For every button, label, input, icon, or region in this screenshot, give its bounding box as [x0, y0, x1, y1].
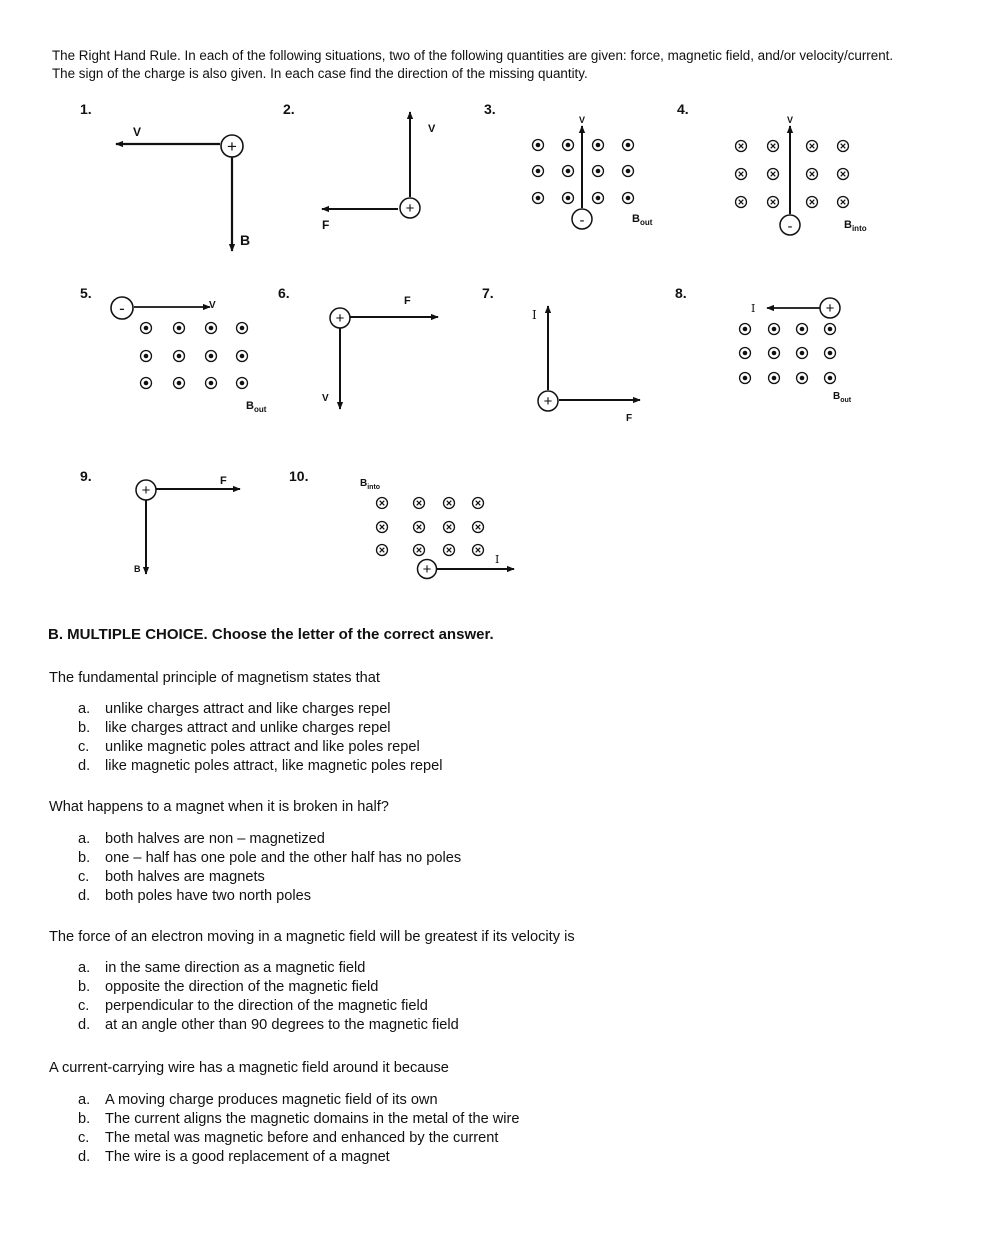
- question-1-options: [78, 700, 442, 776]
- option-c: c. The metal was magnetic before and enhanced by the current: [78, 1130, 499, 1146]
- field-label: $B_{into}$: [360, 478, 381, 491]
- problem-number: 10.: [289, 468, 309, 484]
- problem-4: [677, 101, 867, 235]
- problem-5: [80, 285, 267, 414]
- force-label: F: [404, 295, 411, 307]
- problem-number: 2.: [283, 101, 295, 117]
- section-b-heading: B. MULTIPLE CHOICE. Choose the letter of the correct answer.: [48, 626, 494, 643]
- field-label: B: [240, 232, 251, 248]
- problem-number: 4.: [677, 101, 689, 117]
- charge-sign: +: [543, 393, 553, 410]
- charge-sign: +: [227, 137, 237, 156]
- right-hand-rule-diagrams: [0, 0, 984, 600]
- problem-9: [80, 468, 240, 574]
- current-label: I: [751, 302, 756, 315]
- option-a: a. both halves are non – magnetized: [78, 831, 325, 847]
- question-4: A current-carrying wire has a magnetic field around it because: [49, 1060, 449, 1076]
- problem-10: [289, 468, 514, 579]
- problem-7: [482, 285, 640, 424]
- current-label: I: [495, 553, 500, 566]
- option-c: c. unlike magnetic poles attract and like poles repel: [78, 739, 420, 755]
- option-c: c. both halves are magnets: [78, 869, 265, 885]
- problem-number: 8.: [675, 285, 687, 301]
- problem-number: 3.: [484, 101, 496, 117]
- option-b: b. opposite the direction of the magnetic field: [78, 979, 379, 995]
- charge-sign: +: [825, 300, 835, 317]
- charge-sign: +: [335, 310, 345, 327]
- problem-8: [675, 285, 852, 404]
- velocity-label: V: [322, 393, 329, 404]
- problem-number: 1.: [80, 101, 92, 117]
- option-a: a. unlike charges attract and like charges repel: [78, 701, 391, 717]
- question-3: The force of an electron moving in a magnetic field will be greatest if its velocity is: [49, 929, 575, 945]
- option-d: d. at an angle other than 90 degrees to the magnetic field: [78, 1017, 459, 1033]
- velocity-label: V: [428, 123, 436, 135]
- option-b: b. one – half has one pole and the other half has no poles: [78, 850, 462, 866]
- option-b: b. The current aligns the magnetic domains in the metal of the wire: [78, 1111, 520, 1127]
- option-c: c. perpendicular to the direction of the magnetic field: [78, 998, 428, 1014]
- problem-1: [80, 101, 250, 251]
- problem-number: 9.: [80, 468, 92, 484]
- problem-number: 5.: [80, 285, 92, 301]
- velocity-label: V: [578, 115, 586, 125]
- velocity-label: V: [786, 115, 794, 125]
- option-a: a. A moving charge produces magnetic field of its own: [78, 1092, 438, 1108]
- intro-text: The Right Hand Rule. In each of the following situations, two of the following quantities are given: force, magnetic field, and/or velocity/current. The sign of the charge is also given. In each case find the direction of the missing quantity.: [52, 48, 894, 81]
- force-label: F: [322, 218, 330, 232]
- charge-sign: -: [787, 218, 793, 235]
- problem-number: 7.: [482, 285, 494, 301]
- charge-sign: +: [405, 200, 415, 217]
- option-d: d. The wire is a good replacement of a magnet: [78, 1149, 390, 1165]
- option-b: b. like charges attract and unlike charges repel: [78, 720, 391, 736]
- current-label: I: [532, 308, 537, 322]
- force-label: F: [626, 413, 633, 424]
- question-2-options: [78, 830, 461, 906]
- problem-3: [484, 101, 653, 229]
- velocity-label: V: [133, 125, 142, 139]
- question-3-options: [78, 959, 459, 1035]
- problem-2: [283, 101, 436, 232]
- question-1: The fundamental principle of magnetism states that: [49, 670, 380, 686]
- question-2: What happens to a magnet when it is broken in half?: [49, 799, 389, 815]
- field-label: $B_{out}$: [246, 400, 267, 414]
- charge-sign: -: [579, 212, 585, 229]
- field-label: B: [134, 564, 141, 574]
- option-d: d. both poles have two north poles: [78, 888, 312, 904]
- question-4-options: [78, 1091, 520, 1167]
- option-a: a. in the same direction as a magnetic field: [78, 960, 366, 976]
- field-label: $B_{out}$: [632, 213, 653, 227]
- force-label: F: [220, 475, 227, 487]
- charge-sign: -: [119, 299, 125, 318]
- field-label: $B_{out}$: [833, 391, 852, 404]
- charge-sign: +: [141, 482, 151, 499]
- option-d: d. like magnetic poles attract, like magnetic poles repel: [78, 758, 443, 774]
- problem-6: [278, 285, 438, 409]
- charge-sign: +: [422, 561, 432, 578]
- velocity-label: V: [209, 300, 216, 311]
- field-label: $B_{into}$: [844, 219, 867, 233]
- problem-number: 6.: [278, 285, 290, 301]
